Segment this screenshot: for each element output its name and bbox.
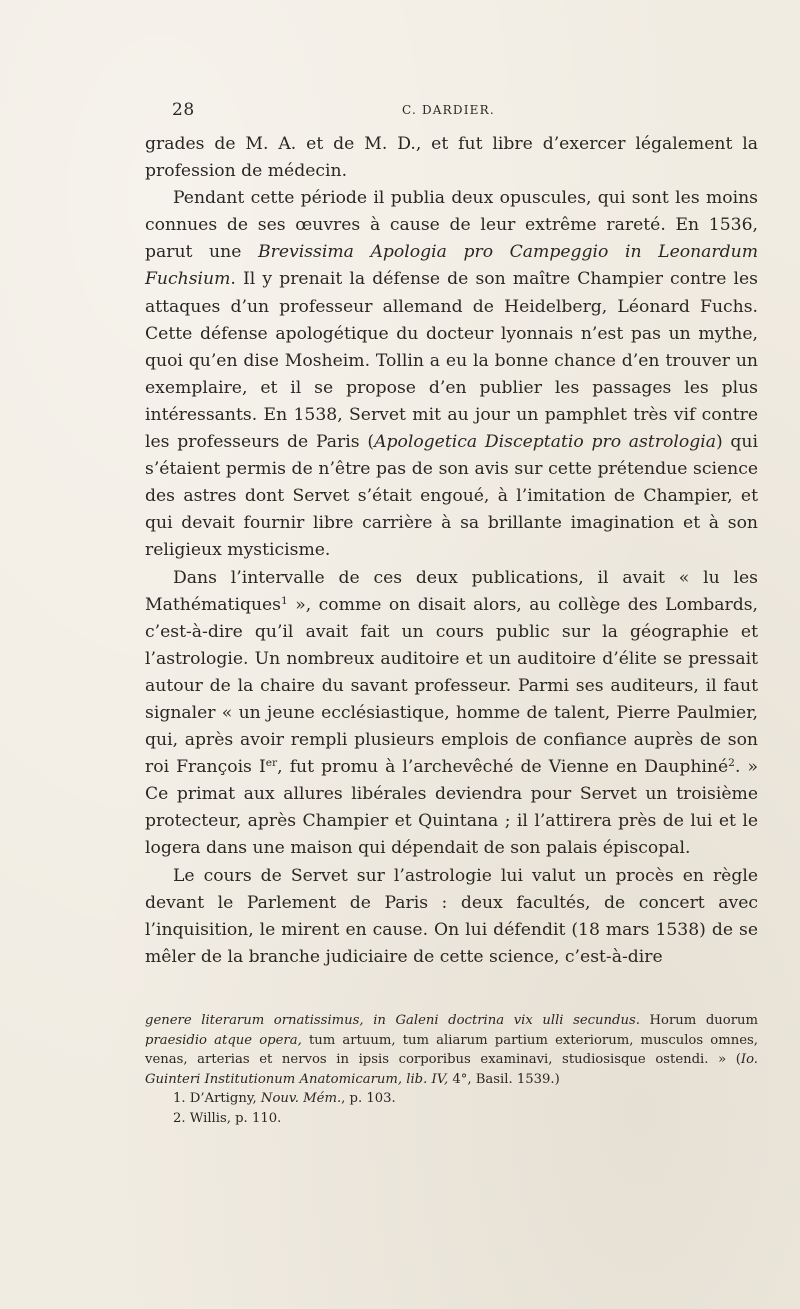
footnote-text: 4°, Basil. 1539.) (448, 1071, 560, 1087)
footnotes (145, 1011, 758, 1129)
paragraph-text: Pendant cette période il publia deux opuscules, qui sont les moins connues de ses œuvres à cause de leur extrême rareté. En 1536, parut une (145, 188, 758, 263)
running-title: C. DARDIER. (402, 103, 495, 117)
ordinal-superscript: er (265, 756, 278, 770)
footnote-1 (145, 1089, 758, 1109)
footnote-text: , p. 103. (341, 1091, 396, 1107)
latin-quote: praesidio atque opera, (145, 1032, 302, 1048)
paragraph-text: Le cours de Servet sur l’astrologie lui valut un procès en règle devant le Parlement de Paris : deux facultés, de concert avec l’inquisition, le mirent en cause. On lui défendit (18 mars 1538) de se mêler de la branche judiciaire de cette science, c’est-à-dire (145, 865, 758, 967)
citation-title: Nouv. Mém. (260, 1091, 342, 1107)
page-number: 28 (172, 100, 195, 120)
paragraph-text: », comme on disait alors, au collège des Lombards, c’est-à-dire qu’il avait fait un cours public sur la géographie et l’astrologie. Un nombreux auditoire et un auditoire d’élite se pressait autour de la chaire du savant professeur. Parmi ses auditeurs, il faut signaler « un jeune ecclésiastique, homme de talent, Pierre Paulmier, qui, après avoir rempli plusieurs emplois de confiance auprès de son roi François I (145, 594, 758, 778)
paragraph-continuation (145, 131, 758, 185)
footnote-continuation (145, 1011, 758, 1089)
paragraph-text: , fut promu à l’archevêché de Vienne en Dauphiné (277, 757, 729, 778)
footnote-text: 2. Willis, p. 110. (173, 1110, 282, 1126)
footnote-text: 1. D’Artigny, (173, 1091, 261, 1107)
footnote-ref-1: 1 (281, 593, 288, 607)
footnote-2 (145, 1109, 758, 1129)
paragraph-astrologie (145, 863, 758, 971)
paragraph-mathematiques (145, 565, 758, 863)
running-head (172, 100, 630, 124)
paragraph-opuscules (145, 185, 758, 564)
paragraph-text: grades de M. A. et de M. D., et fut libre d’exercer légalement la profession de médecin. (145, 134, 758, 182)
work-title-disceptatio: Apologetica Disceptatio pro astrologia (374, 432, 716, 453)
work-title-apologia: Brevissima Apologia pro Campeggio in Leonardum Fuchsium (145, 242, 758, 290)
latin-quote: genere literarum ornatissimus, in Galeni doctrina vix ulli secundus. (145, 1013, 640, 1028)
paragraph-text: . Il y prenait la défense de son maître Champier contre les attaques d’un professeur allemand de Heidelberg, Léonard Fuchs. Cette défense apologétique du docteur lyonnais n’est pas un mythe, quoi qu’en dise Mosheim. Tollin a eu la bonne chance d’en trouver un exemplaire, et il se propose d’en publier les passages les plus intéressants. En 1538, Servet mit au jour un pamphlet très vif contre les professeurs de Paris ( (145, 269, 758, 453)
paragraph-text: ) qui s’étaient permis de n’être pas de son avis sur cette prétendue science des astres dont Servet s’était engoué, à l’imitation de Champier, et qui devait fournir libre carrière à sa brillante imagination et à son religieux mysticisme. (145, 432, 759, 561)
footnote-text: tum artuum, tum aliarum partium exteriorum, musculos omnes, venas, arterias et nervos in ipsis corporibus examinavi, studiosisque ostendi. » ( (145, 1032, 758, 1068)
paragraph-text: . » Ce primat aux allures libérales deviendra pour Servet un troisième protecteur, après Champier et Quintana ; il l’attirera près de lui et le logera dans une maison qui dépendait de son palais épiscopal. (145, 757, 759, 859)
citation-title: Io. Guinteri Institutionum Anatomicarum, lib. IV, (145, 1052, 758, 1087)
paragraph-text: Dans l’intervalle de ces deux publications, il avait « lu les Mathématiques (145, 567, 758, 615)
footnote-text: Horum duorum (639, 1013, 758, 1028)
body-text (145, 131, 758, 971)
footnote-ref-2: 2 (728, 756, 735, 770)
